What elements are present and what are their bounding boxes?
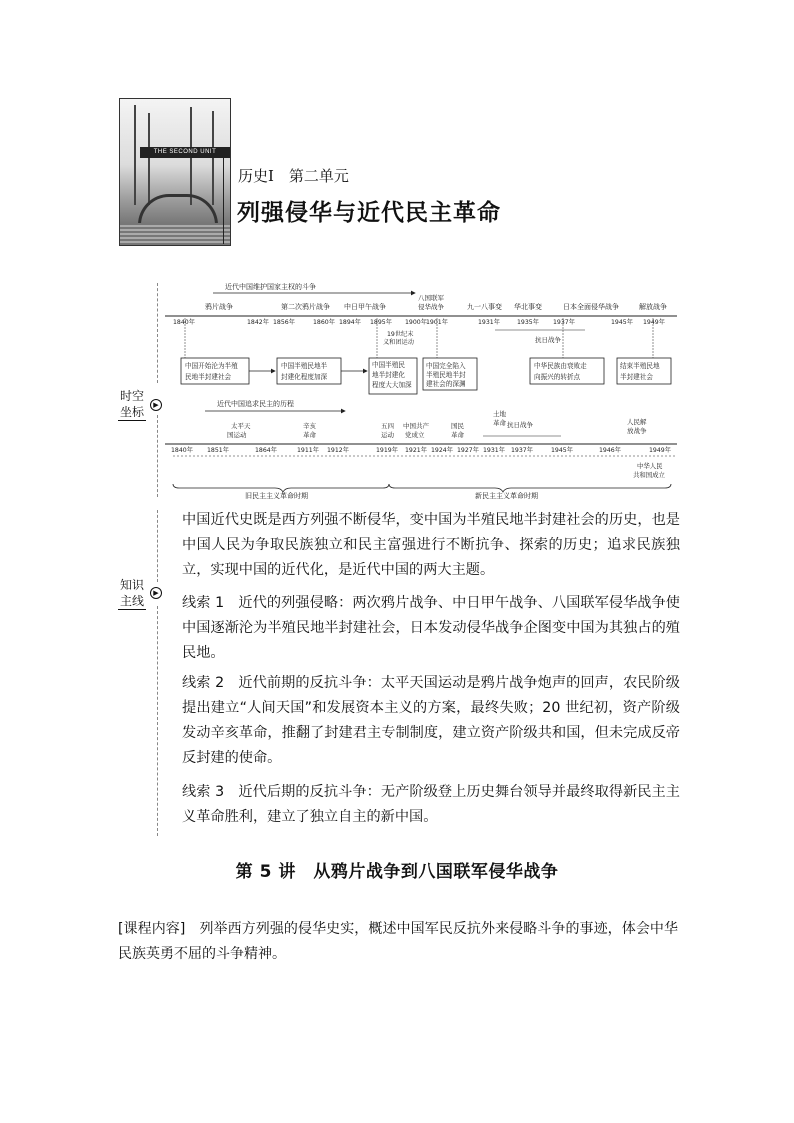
year-label: 1856年	[273, 319, 295, 326]
cover-band-label: THE SECOND UNIT	[140, 147, 230, 158]
year-label: 1945年	[611, 319, 633, 326]
spacetime-label: 时空 坐标	[119, 389, 144, 419]
year-label: 1937年	[553, 319, 575, 326]
event-anti-japan-2: 抗日战争	[507, 421, 533, 429]
course-label: [课程内容]	[118, 921, 186, 937]
year-label: 1935年	[517, 319, 539, 326]
clue-2: 线索 2 近代前期的反抗斗争：太平天国运动是鸦片战争炮声的回声，农民阶级提出建立“人间天国”和发展资本主义的方案，最终失败；20 世纪初，资产阶级发动辛亥革命，推翻了封建君主专制制度，建立资产阶级共和国，但未完成反帝反封建的使命。	[182, 675, 680, 766]
year-label: 1911年	[297, 447, 319, 454]
event-cpc-founded: 中国共产党成立	[403, 422, 429, 439]
unit-subtitle: 历史Ⅰ 第二单元	[238, 167, 349, 185]
box-semi-colonial-start: 中国开始沦为半殖民地半封建社会	[185, 362, 238, 381]
event-prc-founded: 中华人民共和国成立	[633, 462, 665, 479]
event-sino-japanese-war: 中日甲午战争	[344, 303, 386, 311]
mainline-label: 知识 主线	[119, 578, 144, 608]
event-anti-japan-war: 抗日战争	[535, 336, 561, 344]
history-timeline	[165, 276, 685, 502]
year-label: 1912年	[327, 447, 349, 454]
year-label: 1895年	[370, 319, 392, 326]
event-north-china: 华北事变	[514, 303, 542, 311]
event-peoples-liberation: 人民解放战争	[627, 418, 647, 435]
year-label: 1840年	[171, 447, 193, 454]
year-label: 1924年	[431, 447, 453, 454]
play-arrow-icon: ▶	[150, 587, 162, 599]
year-label: 1949年	[643, 319, 665, 326]
year-label: 1919年	[376, 447, 398, 454]
year-label: 1900年	[405, 319, 427, 326]
unit-title: 列强侵华与近代民主革命	[237, 200, 501, 226]
track1-title: 近代中国维护国家主权的斗争	[225, 283, 316, 291]
year-label: 1945年	[551, 447, 573, 454]
event-xinhai: 辛亥革命	[303, 422, 316, 439]
lesson-title: 第 5 讲 从鸦片战争到八国联军侵华战争	[235, 862, 559, 882]
event-918: 九一八事变	[467, 303, 502, 311]
box-deepen: 中国半殖民地半封建化程度加深	[281, 362, 328, 381]
box-turning-point: 中华民族由衰败走向振兴的转折点	[534, 362, 587, 381]
mainline-intro: 中国近代史既是西方列强不断侵华，变中国为半殖民地半封建社会的历史，也是中国人民为争取民族独立和民主富强进行不断抗争、探索的历史；追求民族独立，实现中国的近代化，是近代中国的两大主题。	[182, 512, 680, 578]
year-label: 1864年	[255, 447, 277, 454]
event-taiping: 太平天国运动	[227, 422, 251, 439]
clue-1: 线索 1 近代的列强侵略：两次鸦片战争、中日甲午战争、八国联军侵华战争使中国逐渐沦为半殖民地半封建社会，日本发动侵华战争企图变中国为其独占的殖民地。	[182, 595, 680, 661]
box-end-semi-colonial: 结束半殖民地半封建社会	[620, 362, 660, 381]
year-label: 1921年	[405, 447, 427, 454]
event-may-fourth: 五四运动	[381, 422, 394, 439]
year-label: 1937年	[511, 447, 533, 454]
event-full-invasion: 日本全面侵华战争	[563, 303, 619, 311]
year-label: 1842年	[247, 319, 269, 326]
year-label: 1931年	[478, 319, 500, 326]
event-national-rev: 国民革命	[451, 422, 464, 439]
year-label: 1946年	[599, 447, 621, 454]
box-fully-fallen: 中国完全陷入半殖民地半封建社会的深渊	[426, 362, 466, 388]
year-label: 1860年	[313, 319, 335, 326]
event-land-rev: 土地革命	[493, 410, 506, 427]
period-old-democratic: 旧民主主义革命时期	[245, 492, 308, 500]
year-label: 1927年	[457, 447, 479, 454]
unit-cover-image	[119, 98, 231, 246]
year-label: 1894年	[339, 319, 361, 326]
box-greatly-deepen: 中国半殖民地半封建化程度大大加深	[372, 361, 412, 389]
track2-title: 近代中国追求民主的历程	[217, 400, 294, 408]
event-boxer: 19世纪末义和团运动	[383, 331, 414, 346]
year-label: 1931年	[483, 447, 505, 454]
course-content	[118, 917, 678, 967]
header-divider	[223, 152, 224, 244]
event-second-opium-war: 第二次鸦片战争	[281, 303, 330, 311]
clue-3: 线索 3 近代后期的反抗斗争：无产阶级登上历史舞台领导并最终取得新民主主义革命胜利，建立了独立自主的新中国。	[182, 784, 680, 825]
event-liberation-war: 解放战争	[639, 303, 667, 311]
event-eight-nation: 八国联军侵华战争	[418, 294, 444, 311]
play-arrow-icon: ▶	[150, 399, 162, 411]
year-label: 1840年	[173, 319, 195, 326]
year-label: 1851年	[207, 447, 229, 454]
course-text: 列举西方列强的侵华史实，概述中国军民反抗外来侵略斗争的事迹，体会中华民族英勇不屈的斗争精神。	[118, 921, 678, 962]
year-label: 1901年	[426, 319, 448, 326]
period-new-democratic: 新民主主义革命时期	[475, 492, 538, 500]
year-label: 1949年	[649, 447, 671, 454]
event-opium-war: 鸦片战争	[205, 303, 233, 311]
